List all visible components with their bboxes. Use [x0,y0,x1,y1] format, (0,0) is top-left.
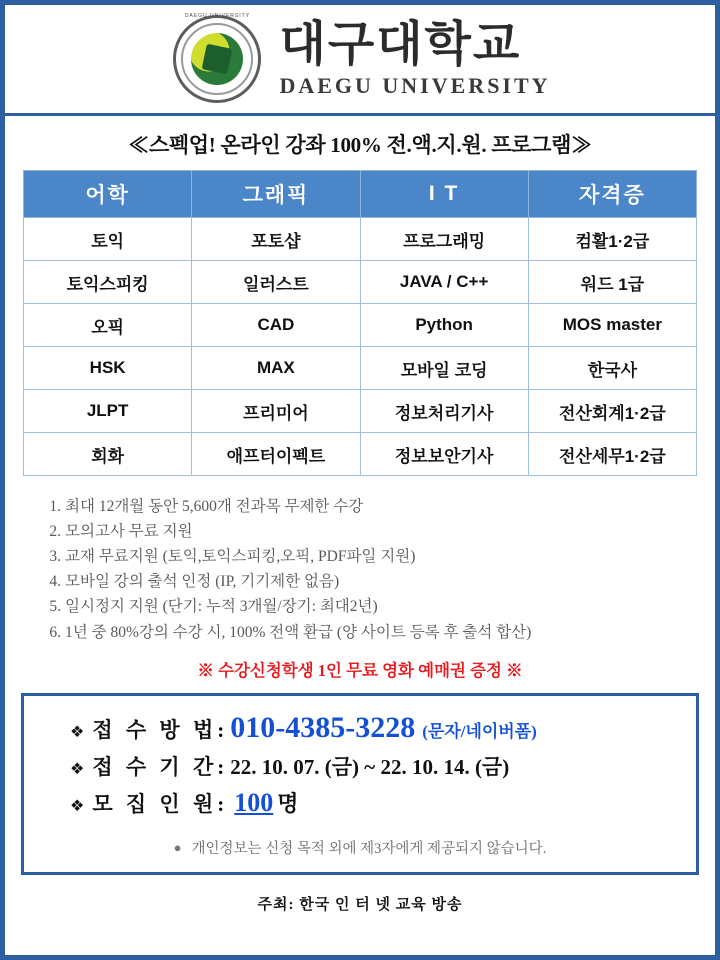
table-row [24,390,697,433]
table-cell: 워드 1급 [528,261,696,304]
table-cell: 한국사 [528,347,696,390]
table-row [24,304,697,347]
university-name-korean: 대구대학교 [279,18,522,71]
table-row [24,261,697,304]
poster-header [5,5,715,116]
diamond-bullet-icon: ❖ [70,797,85,815]
privacy-notice-text: 개인정보는 신청 목적 외에 제3자에게 제공되지 않습니다. [191,840,547,857]
table-row [24,433,697,476]
benefits-list [5,476,715,645]
list-item-number: 4. [49,573,61,591]
list-item [49,594,685,619]
courses-table [23,170,697,476]
contact-phone-number[interactable]: 010-4385-3228 [230,710,416,744]
table-header-cell: I T [360,171,528,218]
diamond-bullet-icon: ❖ [70,760,85,778]
logo-arc-text: DAEGU UNIVERSITY [184,13,251,19]
table-cell: 모바일 코딩 [360,347,528,390]
list-item-label: 최대 12개월 동안 5,600개 전과목 무제한 수강 [65,498,364,515]
list-item-label: 1년 중 80%강의 수강 시, 100% 전액 환급 (양 사이트 등록 후 출석 합산) [65,623,532,641]
table-cell: 프로그래밍 [360,218,528,261]
table-row [24,218,697,261]
apply-quota-value: 100 [234,787,274,817]
application-box [21,693,699,875]
table-header-cell: 자격증 [528,171,696,218]
apply-quota-label: 모 집 인 원 [92,791,218,816]
apply-period-label: 접 수 기 간 [92,754,218,779]
list-item-number: 6. [49,623,61,641]
apply-method-label: 접 수 방 법 [92,717,218,742]
table-cell: 회화 [24,433,192,476]
apply-method-row [24,708,696,748]
list-item [49,519,685,544]
table-cell: HSK [24,347,192,390]
apply-period-colon: : [217,754,225,779]
list-item-number: 3. [49,548,61,566]
table-cell: 토익스피킹 [24,261,192,304]
apply-quota-row [24,784,696,821]
table-cell: 토익 [24,218,192,261]
contact-channel-note: (문자/네이버폼) [422,721,537,741]
table-cell: Python [360,304,528,347]
table-cell: MOS master [528,304,696,347]
list-item-label: 모바일 강의 출석 인정 (IP, 기기제한 없음) [65,573,340,591]
table-cell: 일러스트 [192,261,360,304]
page-title: ≪스펙업! 온라인 강좌 100% 전.액.지.원. 프로그램≫ [128,133,592,157]
diamond-bullet-icon: ❖ [70,723,85,741]
courses-table-wrapper [5,170,715,476]
table-cell: 정보보안기사 [360,433,528,476]
list-item [49,620,685,645]
table-cell: 오픽 [24,304,192,347]
table-cell: 애프터이펙트 [192,433,360,476]
table-cell: 정보처리기사 [360,390,528,433]
apply-quota-colon: : [217,791,225,816]
table-row [24,347,697,390]
table-cell: CAD [192,304,360,347]
privacy-notice [24,821,696,860]
organizer-footer: 주최: 한국 인 터 넷 교육 방송 [257,896,463,913]
list-item-label: 모의고사 무료 지원 [65,523,193,541]
table-cell: JLPT [24,390,192,433]
list-item-number: 1. [49,498,61,515]
apply-quota-unit: 명 [277,790,299,816]
table-cell: MAX [192,347,360,390]
list-item [49,569,685,594]
university-name-english: DAEGU UNIVERSITY [279,73,551,98]
table-cell: JAVA / C++ [360,261,528,304]
list-item-number: 2. [49,523,61,541]
list-item-label: 일시정지 지원 (단기: 누적 3개월/장기: 최대2년) [65,598,378,616]
list-item [49,494,685,519]
table-header-cell: 어학 [24,171,192,218]
bullet-icon: ● [173,839,182,855]
list-item-number: 5. [49,598,61,616]
apply-period-row [24,748,696,784]
apply-period-value: 22. 10. 07. (금) ~ 22. 10. 14. (금) [230,754,510,779]
university-logo-icon [169,11,265,107]
university-name-block [279,18,551,98]
apply-method-colon: : [217,717,225,742]
list-item [49,544,685,569]
list-item-label: 교재 무료지원 (토익,토익스피킹,오픽, PDF파일 지원) [65,548,416,566]
table-cell: 프리미어 [192,390,360,433]
table-header-row [24,171,697,218]
gift-notice: ※ 수강신청학생 1인 무료 영화 예매권 증정 ※ [197,660,523,680]
table-cell: 전산회계1·2급 [528,390,696,433]
table-cell: 컴활1·2급 [528,218,696,261]
table-cell: 전산세무1·2급 [528,433,696,476]
table-header-cell: 그래픽 [192,171,360,218]
table-cell: 포토샵 [192,218,360,261]
